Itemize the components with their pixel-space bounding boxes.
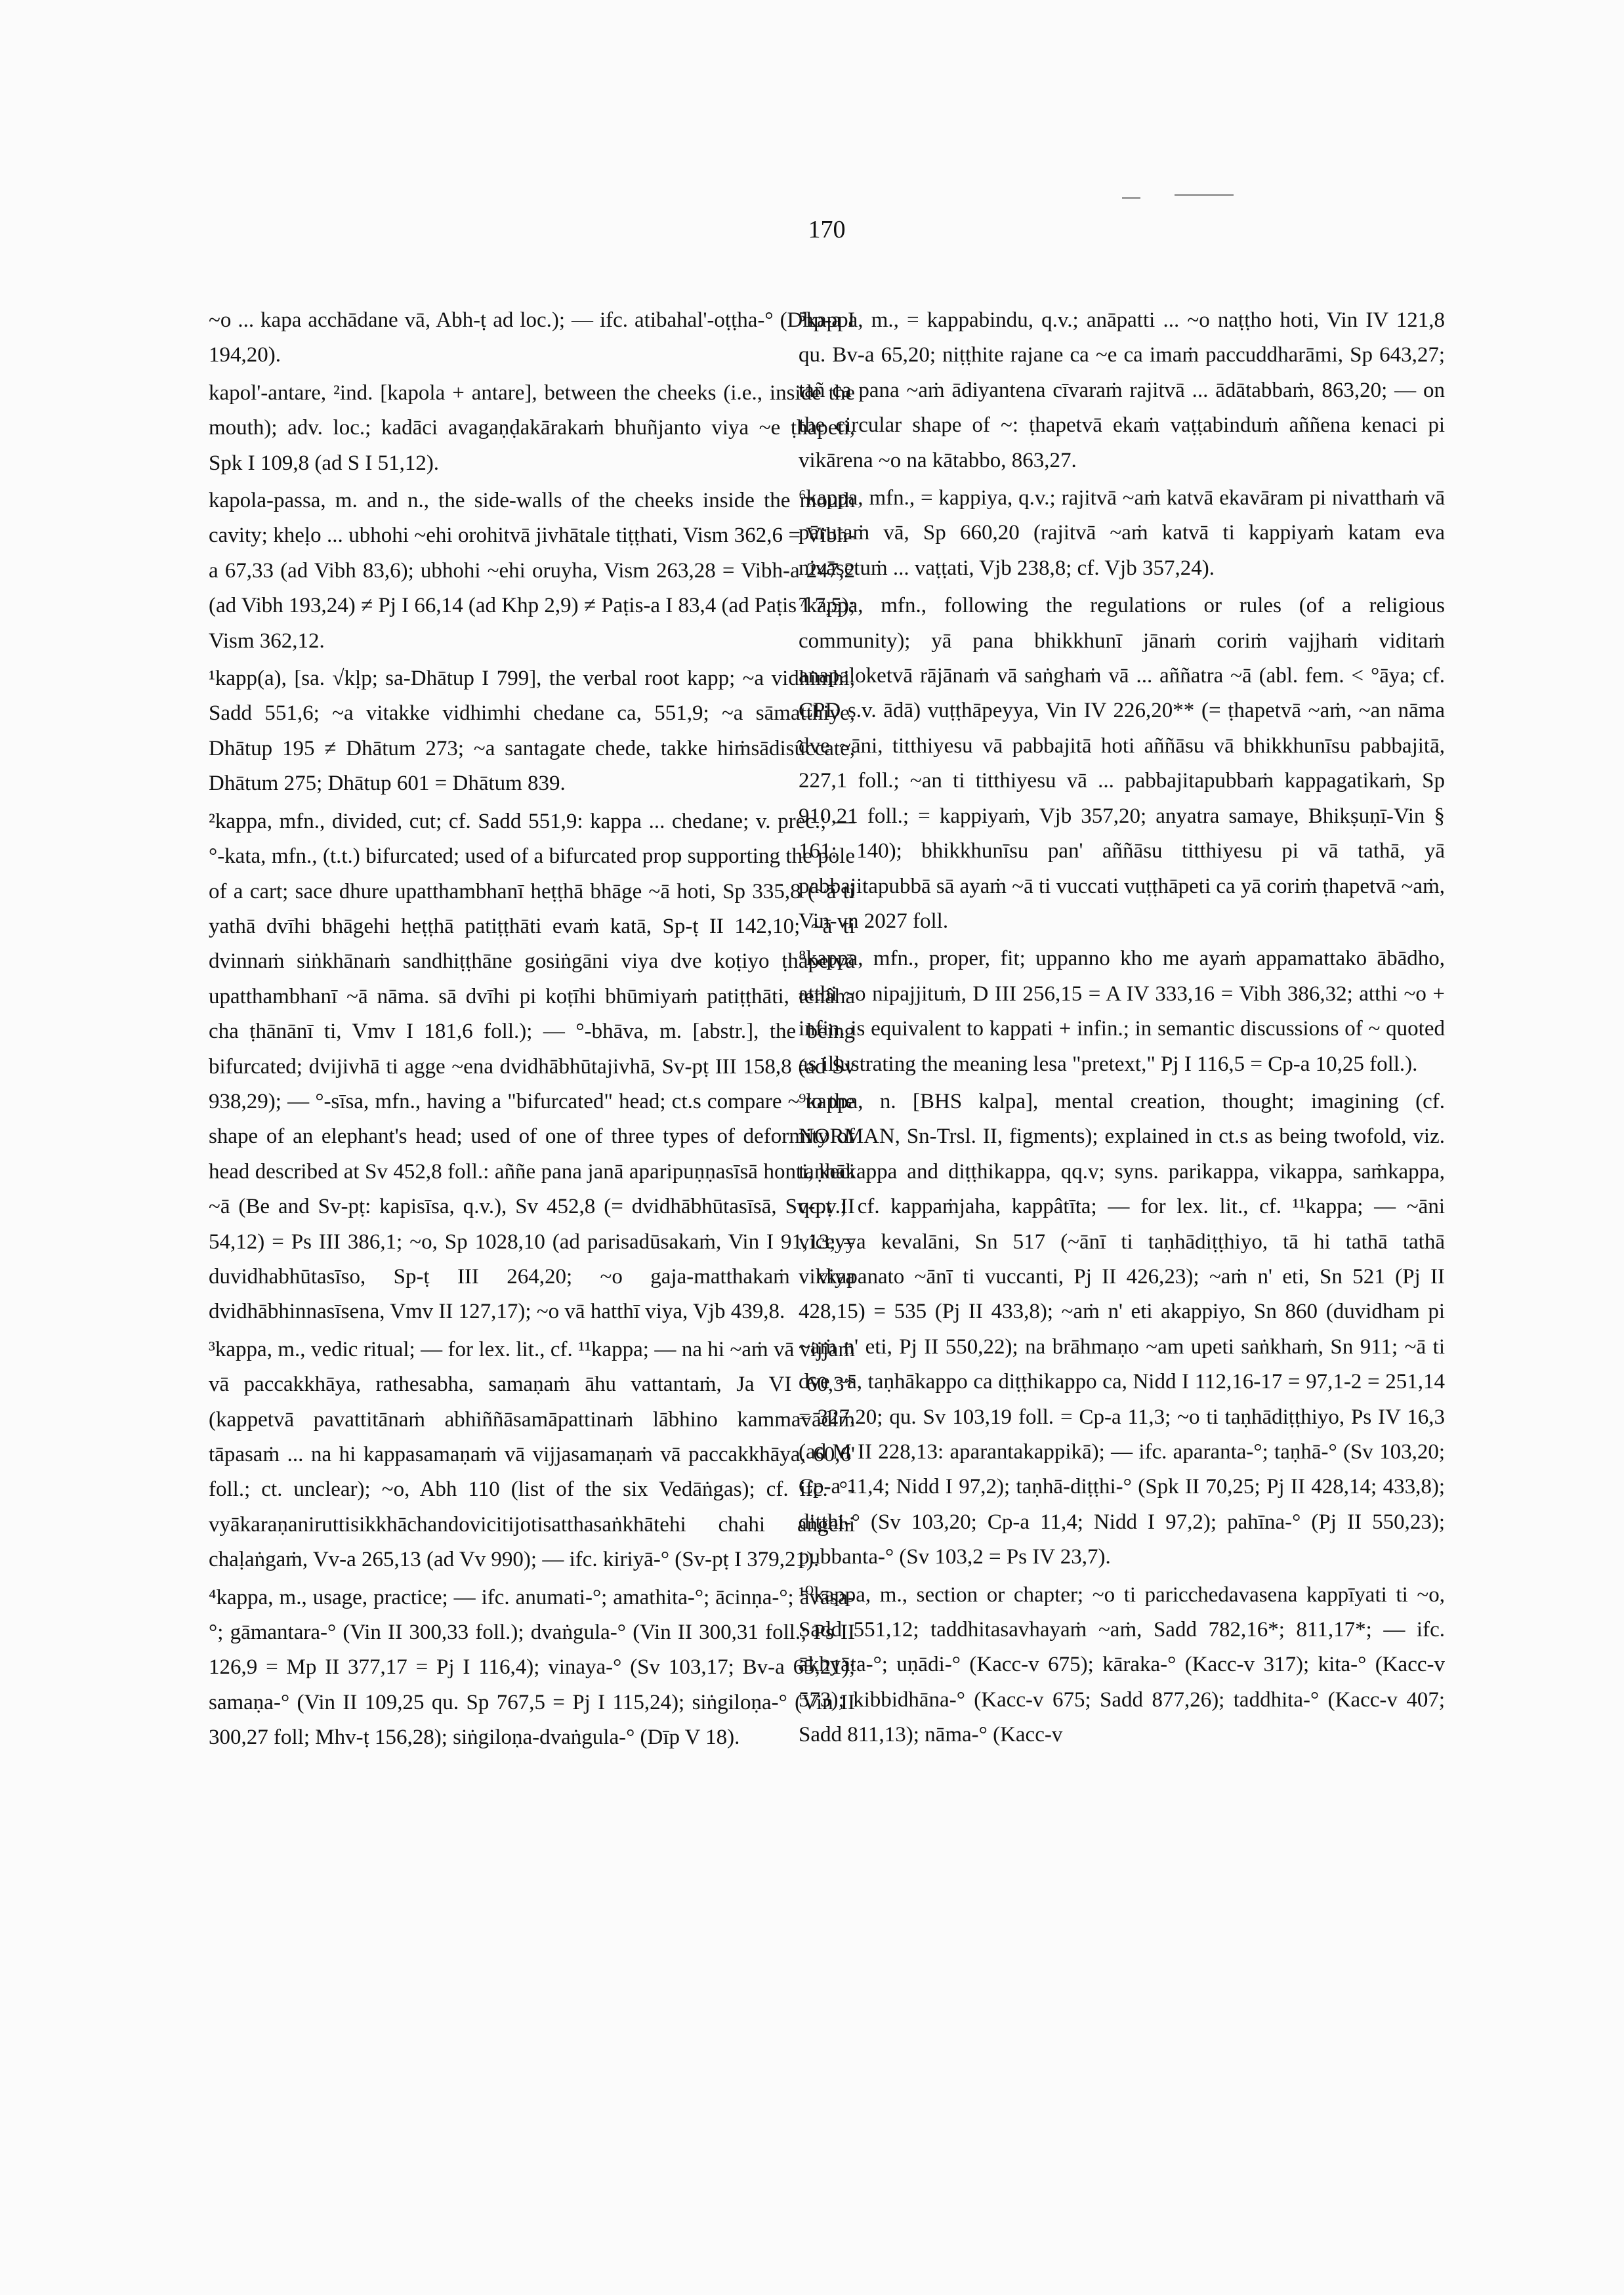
dictionary-entry: kapol'-antare, ²ind. [kapola + antare], between the cheeks (i.e., inside the mouth); adv. loc.; kadāci avagaṇḍakārakaṁ bhuñjanto viya ~e ṭhapeti, Spk I 109,8 (ad S I 51,12). <box>209 381 855 475</box>
page-number: 170 <box>808 216 846 243</box>
dictionary-entry: ⁸kappa, mfn., proper, fit; uppanno kho me ayaṁ appamattako ābādho, atthi ~o nipajjituṁ, D III 256,15 = A IV 333,16 = Vibh 386,32; atthi ~o + infin. is equivalent to kappati + infin.; in semantic discussions of ~ quoted as illustrating the meaning lesa "pretext," Pj I 116,5 = Cp-a 10,25 foll.). <box>799 947 1445 1076</box>
dictionary-entry: ⁵kappa, m., = kappabindu, q.v.; anāpatti ... ~o naṭṭho hoti, Vin IV 121,8 qu. Bv-a 65,20; niṭṭhite rajane ca ~e ca imaṁ paccuddharāmi, Sp 643,27; tañ ca pana ~aṁ ādiyantena cīvaraṁ rajitvā ... ādātabbaṁ, 863,20; — on the circular shape of ~: ṭhapetvā ekaṁ vaṭṭabinduṁ aññena kenaci pi vikārena ~o na kātabbo, 863,27. <box>799 308 1445 472</box>
scan-mark <box>1175 194 1234 196</box>
dictionary-entry: ²kappa, mfn., divided, cut; cf. Sadd 551,9: kappa ... chedane; v. prec.; — °-kata, mfn., (t.t.) bifurcated; used of a bifurcated prop supporting the pole of a cart; sace dhure upatthambhanī heṭṭhā bhāge ~ā hoti, Sp 335,8 (~ā ti yathā dvīhi bhāgehi heṭṭhā patiṭṭhāti evaṁ katā, Sp-ṭ II 142,10; ~ā ti dvinnaṁ siṅkhānaṁ sandhiṭṭhāne gosiṅgāni viya dve koṭiyo ṭhapetvā upatthambhanī ~ā nāma. sā dvīhi pi koṭīhi bhūmiyaṁ patiṭṭhāti, tenâha cha ṭhānānī ti, Vmv I 181,6 foll.); — °-bhāva, m. [abstr.], the being bifurcated; dvijivhā ti agge ~ena dvidhābhūtajivhā, Sv-pṭ III 158,8 (ad Sv 938,29); — °-sīsa, mfn., having a "bifurcated" head; ct.s compare ~ to the shape of an elephant's head; used of one of three types of deformity of head described at Sv 452,8 foll.: aññe pana janā aparipuṇṇasīsā honti, keci ~ā (Be and Sv-pṭ: kapisīsa, q.v.), Sv 452,8 (= dvidhābhūtasīsā, Sv-pṭ II 54,12) = Ps III 386,1; ~o, Sp 1028,10 (ad parisadūsakaṁ, Vin I 91,13; = duvidhabhūtasīso, Sp-ṭ III 264,20; ~o gaja-matthakaṁ viya dvidhābhinnasīsena, Vmv II 127,17); ~o vā hatthī viya, Vjb 439,8. <box>209 809 855 1324</box>
dictionary-entry: ⁷kappa, mfn., following the regulations or rules (of a religious community); yā pana bhikkhunī jānaṁ coriṁ vajjhaṁ viditaṁ anapaloketvā rājānaṁ vā saṅghaṁ vā ... aññatra ~ā (abl. fem. < °āya; cf. CPD s.v. ādā) vuṭṭhāpeyya, Vin IV 226,20** (= ṭhapetvā ~aṁ, ~an nāma dve ~āni, titthiyesu vā pabbajitā hoti aññāsu vā bhikkhunīsu pabbajitā, 227,1 foll.; ~an ti titthiyesu vā ... pabbajitapubbaṁ kappagatikaṁ, Sp 910,21 foll.; = kappiyaṁ, Vjb 357,20; anyatra samaye, Bhikṣuṇī-Vin § 161: 140); bhikkhunīsu pan' aññāsu titthiyesu pi vā tathā, yā pabbajitapubbā sā ayaṁ ~ā ti vuccati vuṭṭhāpeti ca yā coriṁ ṭhapetvā ~aṁ, Vin-vn 2027 foll. <box>799 594 1445 933</box>
right-column <box>799 303 1445 1756</box>
dictionary-entry: ⁴kappa, m., usage, practice; — ifc. anumati-°; amathita-°; ācinṇa-°; āvāsa-°; gāmantara-° (Vin II 300,33 foll.); dvaṅgula-° (Vin II 300,31 foll.; Ps II 126,9 = Mp II 377,17 = Pj I 116,4); vinaya-° (Sv 103,17; Bv-a 65,21); samaṇa-° (Vin II 109,25 qu. Sp 767,5 = Pj I 115,24); siṅgiloṇa-° (Vin II 300,27 foll; Mhv-ṭ 156,28); siṅgiloṇa-dvaṅgula-° (Dīp V 18). <box>209 1585 855 1750</box>
dictionary-entry: ³kappa, m., vedic ritual; — for lex. lit., cf. ¹¹kappa; — na hi ~aṁ vā vijjaṁ vā paccakkhāya, rathesabha, samaṇaṁ āhu vattantaṁ, Ja VI 60,3* (kappetvā pavattitānaṁ abhiññāsamāpattinaṁ lābhino kammavādiṁ tāpasaṁ ... na hi kappasamaṇaṁ vā vijjasamaṇaṁ vā paccakkhāya, 60,6' foll.; ct. unclear); ~o, Abh 110 (list of the six Vedāṅgas); cf. ifc. °-vyākaraṇaniruttisikkhāchandovicitijotisatthasaṅkhātehi chahi aṅgehi chaḷaṅgaṁ, Vv-a 265,13 (ad Vv 990); — ifc. kiriyā-° (Sv-pṭ I 379,21). <box>209 1337 855 1572</box>
left-column <box>209 303 855 1758</box>
dictionary-entry: ~o ... kapa acchādane vā, Abh-ṭ ad loc.); — ifc. atibahal'-oṭṭha-° (Dhp-a I 194,20). <box>209 308 855 367</box>
dictionary-entry: ¹kapp(a), [sa. √kḷp; sa-Dhātup I 799], the verbal root kapp; ~a vidhimhi, Sadd 551,6; ~a vitakke vidhimhi chedane ca, 551,9; ~a sāmatthiye, Dhātup 195 ≠ Dhātum 273; ~a santagate chede, takke hiṁsādisûccate, Dhātum 275; Dhātup 601 = Dhātum 839. <box>209 667 855 796</box>
dictionary-entry: kapola-passa, m. and n., the side-walls of the cheeks inside the mouth cavity; kheḷo ... ubhohi ~ehi orohitvā jivhātale tiṭṭhati, Vism 362,6 = Vibh-a 67,33 (ad Vibh 83,6); ubhohi ~ehi oruyha, Vism 263,28 = Vibh-a 247,2 (ad Vibh 193,24) ≠ Pj I 66,14 (ad Khp 2,9) ≠ Paṭis-a I 83,4 (ad Paṭis I 7,5); Vism 362,12. <box>209 489 856 653</box>
dictionary-entry: ⁶kappa, mfn., = kappiya, q.v.; rajitvā ~aṁ katvā ekavāram pi nivatthaṁ vā pārutaṁ vā, Sp 660,20 (rajitvā ~aṁ katvā ti kappiyaṁ katam eva nivāsetuṁ ... vaṭṭati, Vjb 238,8; cf. Vjb 357,24). <box>799 486 1445 580</box>
dictionary-entry: ⁹kappa, n. [BHS kalpa], mental creation, thought; imagining (cf. NORMAN, Sn-Trsl. II, figments); explained in ct.s as being twofold, viz. taṇhākappa and diṭṭhikappa, qq.v; syns. parikappa, vikappa, saṁkappa, qq.v.; cf. kappaṁjaha, kappâtīta; — for lex. lit., cf. ¹¹kappa; — ~āni viceyya kevalāni, Sn 517 (~ānī ti taṇhādiṭṭhiyo, tā hi tathā tathā vikkapanato ~ānī ti vuccanti, Pj II 426,23); ~aṁ n' eti, Sn 521 (Pj II 428,15) = 535 (Pj II 433,8); ~aṁ n' eti akappiyo, Sn 860 (duvidham pi ~aṁ n' eti, Pj II 550,22); na brāhmaṇo ~am upeti saṅkhaṁ, Sn 911; ~ā ti dve ~ā, taṇhākappo ca diṭṭhikappo ca, Nidd I 112,16-17 = 97,1-2 = 251,14 = 327,20; qu. Sv 103,19 foll. = Cp-a 11,3; ~o ti taṇhādiṭṭhiyo, Ps IV 16,3 (ad M II 228,13: aparantakappikā); — ifc. aparanta-°; taṇhā-° (Sv 103,20; Cp-a 11,4; Nidd I 97,2); taṇhā-diṭṭhi-° (Spk II 70,25; Pj II 428,14; 433,8); diṭṭhi-° (Sv 103,20; Cp-a 11,4; Nidd I 97,2); pahīna-° (Pj II 550,23); pubbanta-° (Sv 103,2 = Ps IV 23,7). <box>799 1089 1445 1569</box>
scan-mark <box>1122 197 1140 199</box>
dictionary-entry: ¹⁰kappa, m., section or chapter; ~o ti paricchedavasena kappīyati ti ~o, Sadd 551,12; taddhitasavhayaṁ ~aṁ, Sadd 782,16*; 811,17*; — ifc. ākhyāta-°; uṇādi-° (Kacc-v 675); kāraka-° (Kacc-v 317); kita-° (Kacc-v 573); kibbidhāna-° (Kacc-v 675; Sadd 877,26); taddhita-° (Kacc-v 407; Sadd 811,13); nāma-° (Kacc-v <box>799 1582 1445 1747</box>
